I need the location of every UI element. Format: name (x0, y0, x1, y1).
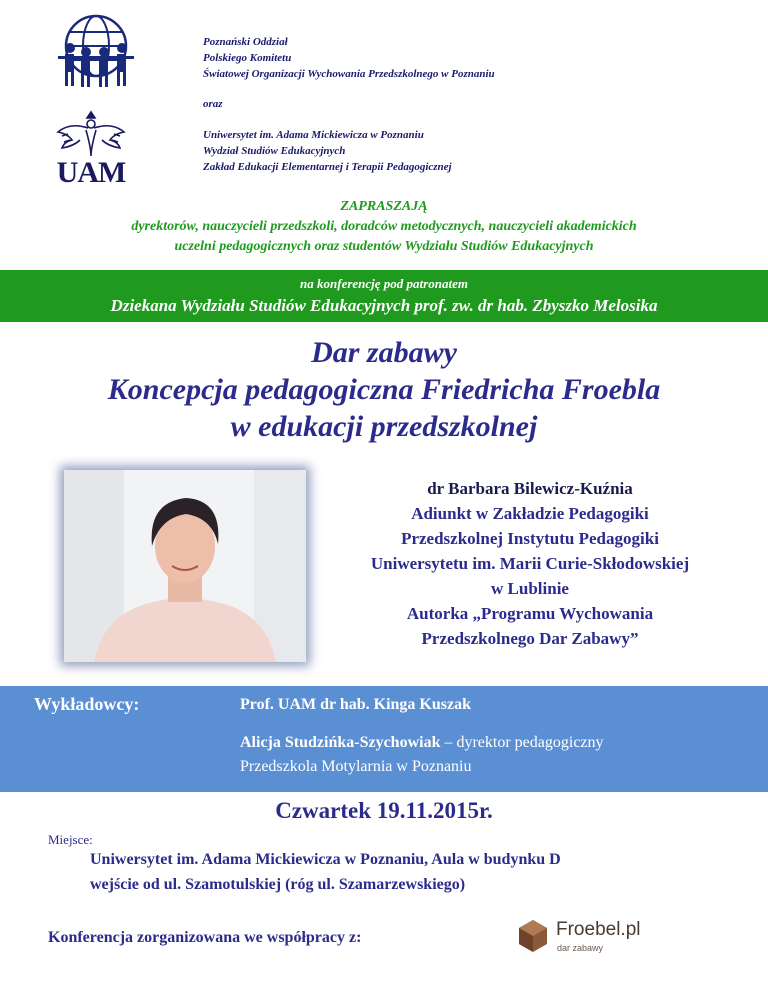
invite-line-2: uczelni pedagogicznych oraz studentów Wydziału Studiów Edukacyjnych (174, 239, 594, 254)
patronage-banner (0, 270, 768, 322)
invite-heading: ZAPRASZAJĄ (340, 199, 428, 214)
lecturer-2-name: Alicja Studzińka-Szychowiak (240, 734, 441, 751)
event-date: Czwartek 19.11.2015r. (275, 798, 493, 823)
patronage-line-2: Dziekana Wydziału Studiów Edukacyjnych prof. zw. dr hab. Zbyszko Melosika (110, 296, 658, 315)
eagle-icon (52, 106, 130, 158)
organizer-1-line: Światowej Organizacji Wychowania Przedszkolnego w Poznaniu (203, 68, 495, 80)
cooperation-text: Konferencja zorganizowana we współpracy z: (48, 929, 362, 946)
event-title (0, 334, 768, 445)
speaker-line: Przedszkolnego Dar Zabawy” (421, 629, 639, 648)
speaker-line: Przedszkolnej Instytutu Pedagogiki (401, 529, 659, 548)
organizer-1-line: Polskiego Komitetu (203, 52, 292, 64)
lecturer-1: Prof. UAM dr hab. Kinga Kuszak (240, 696, 471, 713)
speaker-line: Uniwersytetu im. Marii Curie-Skłodowskiej (370, 554, 690, 573)
speaker-photo (64, 470, 306, 662)
venue-line-2: wejście od ul. Szamotulskiej (róg ul. Szamarzewskiego) (90, 876, 466, 893)
event-title-line: Dar zabawy (311, 336, 457, 369)
cube-icon (516, 918, 550, 954)
organizer-2-line: Zakład Edukacji Elementarnej i Terapii Pedagogicznej (203, 161, 452, 173)
invite-line-1: dyrektorów, nauczycieli przedszkoli, doradców metodycznych, nauczycieli akademickich (131, 219, 637, 234)
patronage-line-1: na konferencję pod patronatem (300, 276, 468, 291)
speaker-line: Autorka „Programu Wychowania (406, 604, 654, 623)
froebel-logo (516, 918, 656, 956)
conjunction: oraz (203, 98, 223, 110)
speaker-info (320, 476, 740, 651)
organizer-2 (203, 127, 452, 175)
lecturer-2 (240, 734, 604, 752)
froebel-tagline: dar zabawy (557, 943, 604, 953)
organizer-2-line: Uniwersytet im. Adama Mickiewicza w Poznaniu (203, 129, 424, 141)
lecturer-2-role: – dyrektor pedagogiczny (440, 734, 604, 751)
lecturer-2-place: Przedszkola Motylarnia w Poznaniu (240, 758, 472, 775)
speaker-line: Adiunkt w Zakładzie Pedagogiki (411, 504, 649, 523)
event-title-line: w edukacji przedszkolnej (230, 410, 538, 443)
speaker-portrait-icon (64, 470, 306, 662)
omep-logo (56, 8, 136, 94)
speaker-name: dr Barbara Bilewicz-Kuźnia (427, 479, 633, 498)
organizer-1-line: Poznański Oddział (203, 36, 288, 48)
organizer-1 (203, 34, 495, 82)
organizer-2-line: Wydział Studiów Edukacyjnych (203, 145, 346, 157)
froebel-name: Froebel.pl (556, 919, 641, 940)
globe-children-icon (56, 8, 136, 94)
uam-logo-text: UAM (56, 156, 126, 189)
speaker-line: w Lublinie (491, 579, 569, 598)
event-title-line: Koncepcja pedagogiczna Friedricha Froebla (107, 373, 661, 406)
venue-label: Miejsce: (48, 832, 93, 847)
venue-line-1: Uniwersytet im. Adama Mickiewicza w Poznaniu, Aula w budynku D (90, 851, 561, 868)
lecturers-label: Wykładowcy: (34, 694, 140, 714)
lecturers-band (0, 686, 768, 792)
uam-logo (52, 106, 130, 192)
